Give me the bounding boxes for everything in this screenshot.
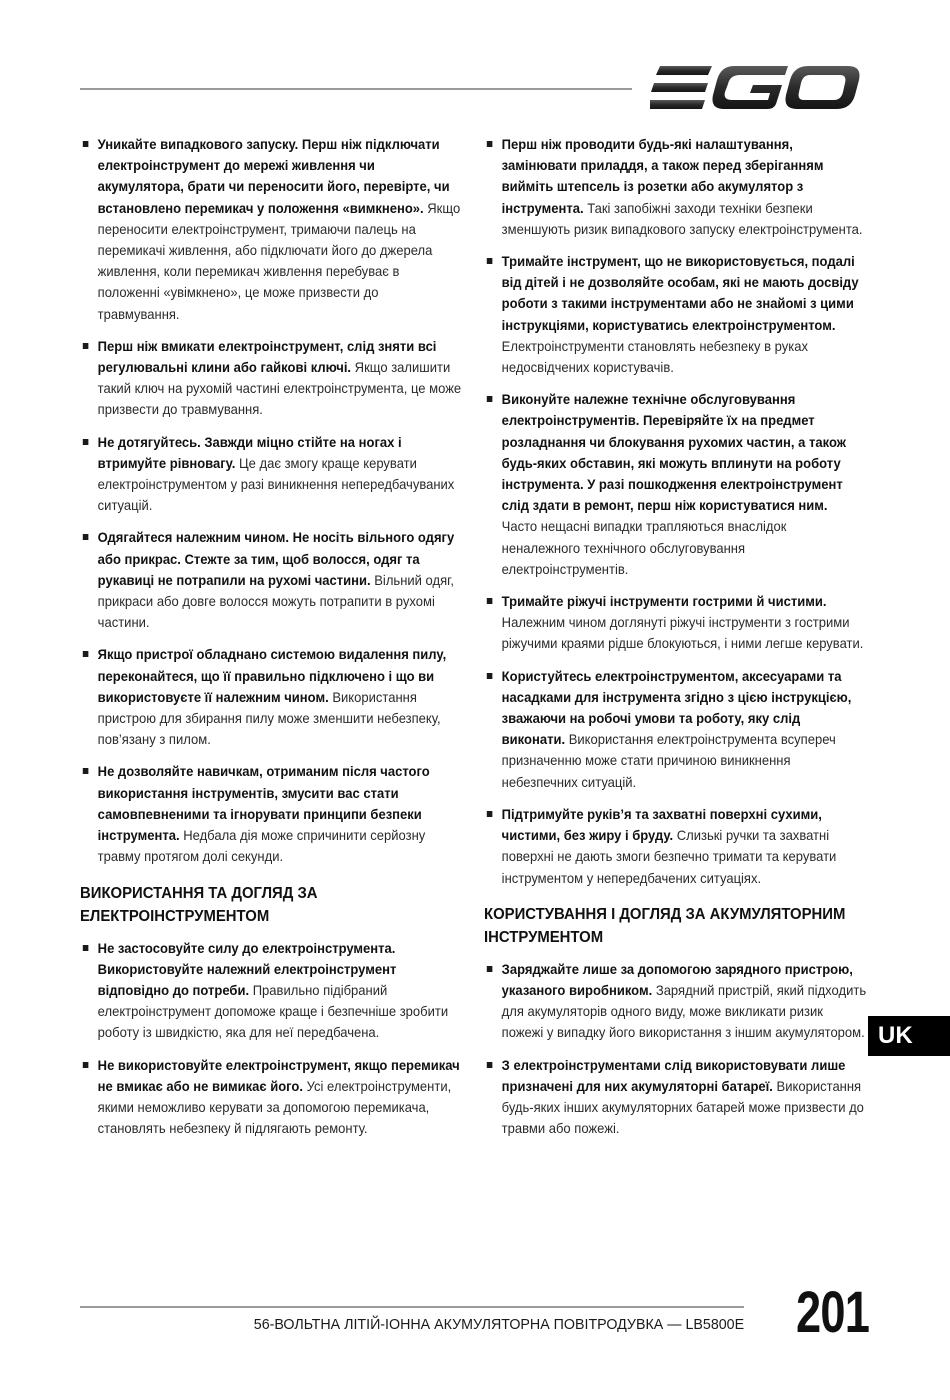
left-bullet-list [80, 134, 462, 868]
list-item: Підтримуйте руків’я та захватні поверхні сухими, чистими, без жиру і бруду. Слизькі ручки та захватні поверхні не дають змоги безпечно тримати та керувати інструментом у непередбачених ситуаціях. [484, 804, 866, 889]
list-item: Перш ніж проводити будь-які налаштування, замінювати приладдя, а також перед зберіганням вийміть штепсель із розетки або акумулятор з інструмента. Такі запобіжні заходи техніки безпеки зменшують ризик випадкового запуску електроінструмента. [484, 134, 866, 240]
section-heading: ВИКОРИСТАННЯ ТА ДОГЛЯД ЗА ЕЛЕКТРОІНСТРУМЕНТОМ [80, 884, 318, 925]
language-tab: UK [868, 1016, 950, 1056]
list-item: Якщо пристрої обладнано системою видалення пилу, переконайтеся, що її правильно підключено і що ви використовуєте її належним чином. Використання пристрою для збирання пилу може зменшити небезпеку, пов’язану з пилом. [80, 644, 462, 750]
list-item: З електроінструментами слід використовувати лише призначені для них акумуляторні батареї. Використання будь-яких інших акумуляторних батарей може призвести до травми або пожежі. [484, 1055, 866, 1140]
list-item: Одягайтеся належним чином. Не носіть вільного одягу або прикрас. Стежте за тим, щоб волосся, одяг та рукавиці не потрапили на рухомі частини. Вільний одяг, прикраси або довге волосся можуть потрапити в рухомі частини. [80, 527, 462, 633]
list-item: Не дозволяйте навичкам, отриманим після частого використання інструментів, змусити вас стати самовпевненими та ігнорувати принципи безпеки інструмента. Недбала дія може спричинити серйозну травму протягом долі секунди. [80, 761, 462, 867]
right-column [484, 134, 866, 1150]
header-rule [80, 88, 632, 90]
right-section-list [484, 959, 866, 1140]
section-heading: КОРИСТУВАННЯ І ДОГЛЯД ЗА АКУМУЛЯТОРНИМ ІНСТРУМЕНТОМ [484, 905, 846, 946]
list-item: Уникайте випадкового запуску. Перш ніж підключати електроінструмент до мережі живлення чи акумулятора, брати чи переносити його, перевірте, чи встановлено перемикач у положення «вимкнено». Якщо переносити електроінструмент, тримаючи палець на перемикачі живлення, або підключати його до джерела живлення, коли перемикач живлення перебуває в положенні «увімкнено», це може призвести до травмування. [80, 134, 462, 325]
list-item: Не використовуйте електроінструмент, якщо перемикач не вмикає або не вимикає його. Усі електроінструменти, якими неможливо керувати за допомогою перемикача, становлять небезпеку й підлягають ремонту. [80, 1055, 462, 1140]
ego-logo [650, 62, 862, 114]
left-section-list [80, 938, 462, 1140]
footer-title: 56-ВОЛЬТНА ЛІТІЙ-ІОННА АКУМУЛЯТОРНА ПОВІТРОДУВКА — LB5800E [253, 1316, 744, 1333]
list-item: Виконуйте належне технічне обслуговування електроінструментів. Перевіряйте їх на предмет розладнання чи блокування рухомих частин, а також будь-яких обставин, які можуть вплинути на роботу інструмента. У разі пошкодження електроінструмент слід здати в ремонт, перш ніж користуватися ним. Часто нещасні випадки трапляються внаслідок неналежного технічного обслуговування електроінструментів. [484, 389, 866, 580]
left-column [80, 134, 462, 1150]
list-item: Перш ніж вмикати електроінструмент, слід зняти всі регулювальні клини або гайкові ключі. Якщо залишити такий ключ на рухомій частині електроінструмента, це може призвести до травмування. [80, 336, 462, 421]
footer-rule [80, 1306, 744, 1308]
list-item: Не дотягуйтесь. Завжди міцно стійте на ногах і втримуйте рівновагу. Це дає змогу краще керувати електроінструментом у разі виникнення непередбачуваних ситуацій. [80, 432, 462, 517]
list-item: Не застосовуйте силу до електроінструмента. Використовуйте належний електроінструмент відповідно до потреби. Правильно підібраний електроінструмент допоможе краще і безпечніше зробити роботу із швидкістю, яка для неї передбачена. [80, 938, 462, 1044]
list-item: Тримайте ріжучі інструменти гострими й чистими. Належним чином доглянуті ріжучі інструменти з гострими ріжучими краями рідше блокуються, і ними легше керувати. [484, 591, 866, 655]
list-item: Заряджайте лише за допомогою зарядного пристрою, указаного виробником. Зарядний пристрій, який підходить для акумуляторів одного виду, може викликати ризик пожежі у випадку його використання з іншим акумулятором. [484, 959, 866, 1044]
list-item: Користуйтесь електроінструментом, аксесуарами та насадками для інструмента згідно з цією інструкцією, зважаючи на робочі умови та роботу, яку слід виконати. Використання електроінструмента всупереч призначенню може стати причиною виникнення небезпечних ситуацій. [484, 666, 866, 793]
list-item: Тримайте інструмент, що не використовується, подалі від дітей і не дозволяйте особам, які не мають досвіду роботи з такими інструментами або не знайомі з цими інструкціями, користуватись електроінструментом. Електроінструменти становлять небезпеку в руках недосвідчених користувачів. [484, 251, 866, 378]
right-bullet-list [484, 134, 866, 889]
page-number: 201 [796, 1280, 870, 1345]
